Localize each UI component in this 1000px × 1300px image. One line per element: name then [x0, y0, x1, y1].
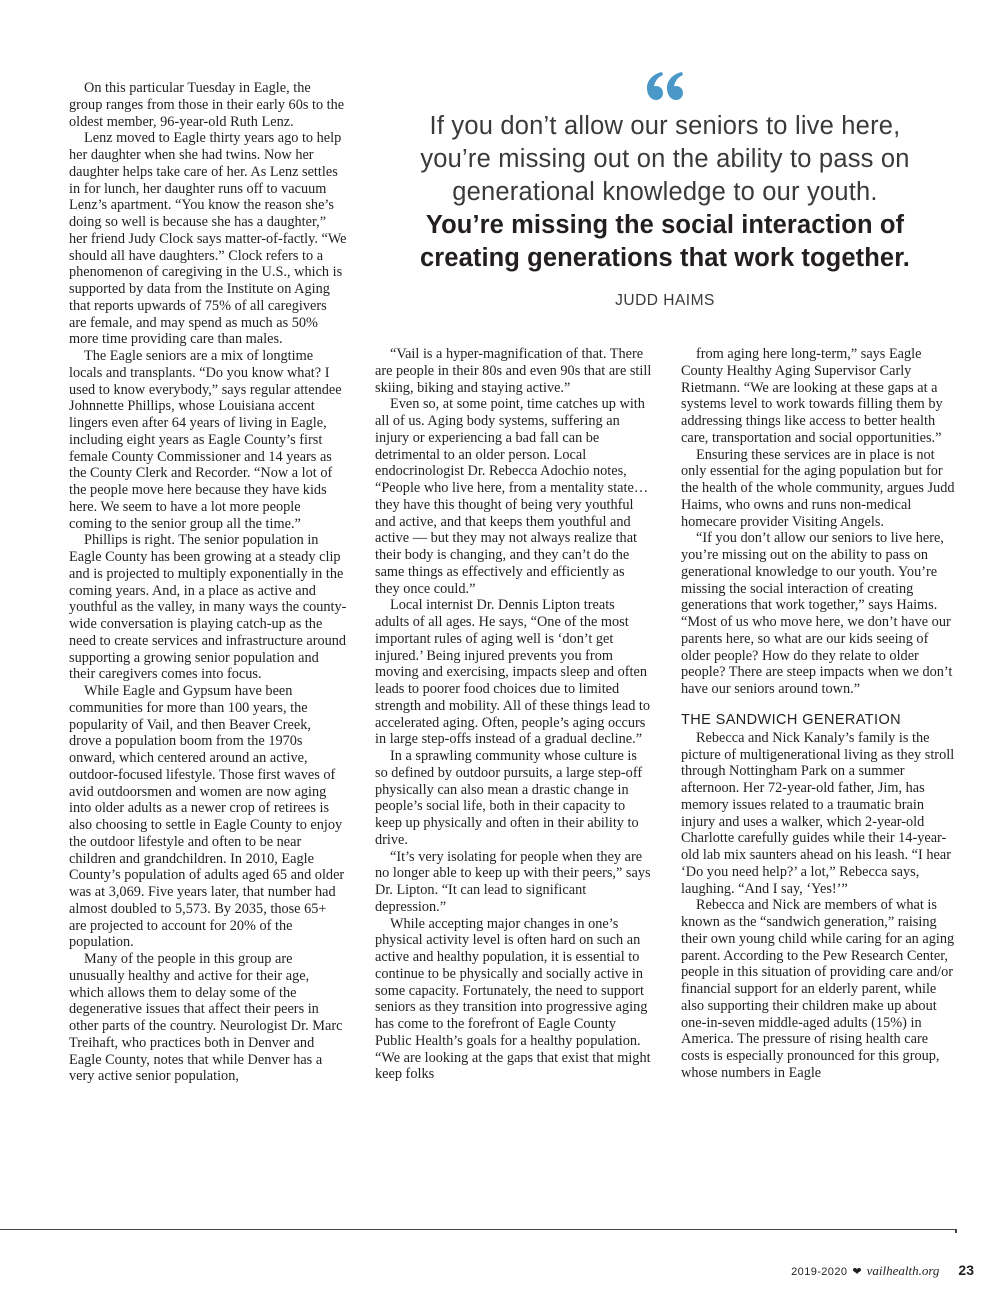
footer-rule-end	[955, 1229, 957, 1233]
paragraph: Ensuring these services are in place is not only essential for the aging population but for the health of the whole community, argues Judd Haims, who owns and runs non-medical homecare provider Visiting Angels.	[681, 446, 955, 530]
quote-icon	[370, 70, 960, 106]
pull-quote	[370, 70, 960, 310]
paragraph: In a sprawling community whose culture is so defined by outdoor pursuits, a large step-off physically can also mean a drastic change in people’s social life, both in their capacity to keep up physically and often in their ability to drive.	[375, 748, 643, 848]
paragraph: Lenz moved to Eagle thirty years ago to help her daughter when she had twins. Now her daughter helps take care of her. As Lenz settles in for lunch, her daughter runs off to vacuum Lenz’s apartment. “You know the reason she’s doing so well is because she has a daughter,” her friend Judy Clock says matter-of-factly. “We should all have daughters.” Clock refers to a phenomenon of caregiving in the U.S., which is supported by data from the Institute on Aging that reports upwards of 75% of all caregivers are female, and may spend as much as 50% more time providing care than males.	[69, 130, 347, 348]
paragraph: Even so, at some point, time catches up with all of us. Aging body systems, suffering an injury or experiencing a bad fall can be detrimental to an older person. Local endocrinologist Dr. Rebecca Adochio notes, “People who live here, from a mentality state… they have this thought of being very youthful and active, and that keeps them youthful and active — but they may not always realize that their body is changing, and they can’t do the same things as effectively and efficiently as they once could.”	[375, 396, 649, 597]
paragraph: “Vail is a hyper-magnification of that. There are people in their 80s and even 90s that are still skiing, biking and staying active.”	[375, 346, 652, 396]
paragraph: from aging here long-term,” says Eagle County Healthy Aging Supervisor Carly Rietmann. “We are looking at these gaps at a systems level to work towards filling them by addressing things like access to better health care, transportation and social opportunities.”	[681, 346, 943, 446]
quote-icon-left-mark	[647, 72, 663, 100]
pull-quote-line: generational knowledge to our youth.	[452, 178, 878, 206]
article-column-2	[375, 346, 652, 1083]
page-footer	[791, 1262, 974, 1279]
paragraph: Phillips is right. The senior population in Eagle County has been growing at a steady clip and is projected to multiply exponentially in the coming years. And, in a place as active and youthful as the valley, in many ways the county-wide conversation is playing catch-up as the need to create services and infrastructure around supporting a growing senior population and their caregivers comes into focus.	[69, 532, 347, 683]
heart-icon: ❤	[852, 1266, 862, 1278]
paragraph: On this particular Tuesday in Eagle, the group ranges from those in their early 60s to the oldest member, 96-year-old Ruth Lenz.	[69, 80, 345, 130]
pull-quote-bold-line: creating generations that work together.	[419, 244, 910, 272]
pull-quote-attribution: JUDD HAIMS	[615, 292, 715, 309]
quote-icon-right-mark	[667, 72, 683, 100]
pull-quote-line: you’re missing out on the ability to pass on	[420, 145, 910, 173]
paragraph: While accepting major changes in one’s physical activity level is often hard on such an active and healthy population, it is essential to continue to be physically and socially active in some capacity. Fortunately, the need to support seniors as they transition into progressive aging has come to the forefront of Eagle County Public Health’s goals for a healthy population. “We are looking at the gaps that exist that might keep folks	[375, 915, 651, 1083]
paragraph: The Eagle seniors are a mix of longtime locals and transplants. “Do you know what? I used to know everybody,” says regular attendee Johnnette Phillips, whose Louisiana accent lingers even after 64 years of living in Eagle, including eight years as Eagle County’s first female County Commissioner and 14 years as the County Clerk and Recorder. “Now a lot of the people move here because they have kids here. We seem to have a lot more people coming to the senior group all the time.”	[69, 348, 342, 532]
footer-years: 2019-2020	[791, 1266, 848, 1278]
paragraph: “It’s very isolating for people when they are no longer able to keep up with their peers,” says Dr. Lipton. “It can lead to significant depression.”	[375, 848, 651, 915]
paragraph: While Eagle and Gypsum have been communities for more than 100 years, the popularity of Vail, and then Beaver Creek, drove a population boom from the 1970s onward, which centered around an active, outdoor-focused lifestyle. Those first waves of avid outdoorsmen and women are now aging into older adults as a newer crop of retirees is also choosing to settle in Eagle County to enjoy the outdoor lifestyle and often to be near children and grandchildren. In 2010, Eagle County’s population of adults aged 65 and older was at 3,069. Five years later, that number had almost doubled to 5,573. By 2035, those 65+ are projected to account for 20% of the population.	[69, 683, 345, 951]
footer-site: vailhealth.org	[866, 1263, 940, 1278]
paragraph: Rebecca and Nick Kanaly’s family is the picture of multigenerational living as they stroll through Nottingham Park on a summer afternoon. Her 72-year-old father, Jim, has memory issues related to a traumatic brain injury and uses a walker, which 2-year-old Charlotte carefully guides while their 14-year-old lab mix saunters ahead on his leash. “I hear ‘Do you need help?’ a lot,” Rebecca says, laughing. “And I say, ‘Yes!’”	[681, 729, 955, 897]
paragraph: “If you don’t allow our seniors to live here, you’re missing out on the ability to pass on generational knowledge to our youth. You’re missing the social interaction of creating generations that work together,” says Haims. “Most of us who move here, we don’t have our parents here, so what are our kids seeing of older people? How do they relate to older people? There are steep impacts when we don’t have our seniors around town.”	[681, 530, 953, 697]
footer-rule	[0, 1229, 957, 1230]
article-column-1	[69, 80, 347, 1085]
section-heading: THE SANDWICH GENERATION	[681, 711, 901, 728]
page-number: 23	[958, 1262, 974, 1278]
pull-quote-bold-line: You’re missing the social interaction of	[425, 211, 905, 239]
article-column-3	[681, 346, 957, 1082]
pull-quote-line: If you don’t allow our seniors to live here,	[429, 112, 901, 140]
paragraph: Rebecca and Nick are members of what is known as the “sandwich generation,” raising their own young child while caring for an aging parent. According to the Pew Research Center, people in this situation of providing care and/or financial support for an elderly parent, while also supporting their children make up about one-in-seven middle-aged adults (15%) in America. The pressure of rising health care costs is especially pronounced for this group, whose numbers in Eagle	[681, 897, 955, 1081]
quote-icon-svg	[645, 70, 685, 102]
paragraph: Many of the people in this group are unusually healthy and active for their age, which allows them to delay some of the degenerative issues that affect their peers in other parts of the country. Neurologist Dr. Marc Treihaft, who practices both in Denver and Eagle County, notes that while Denver has a very active senior population,	[69, 951, 343, 1085]
paragraph: Local internist Dr. Dennis Lipton treats adults of all ages. He says, “One of the most important rules of aging well is ‘don’t get injured.’ Being injured prevents you from moving and exercising, impacts sleep and often leads to poorer food choices due to limited strength and mobility. All of these things lead to accelerated aging. Often, people’s aging occurs in large step-offs instead of a gradual decline.”	[375, 597, 651, 748]
